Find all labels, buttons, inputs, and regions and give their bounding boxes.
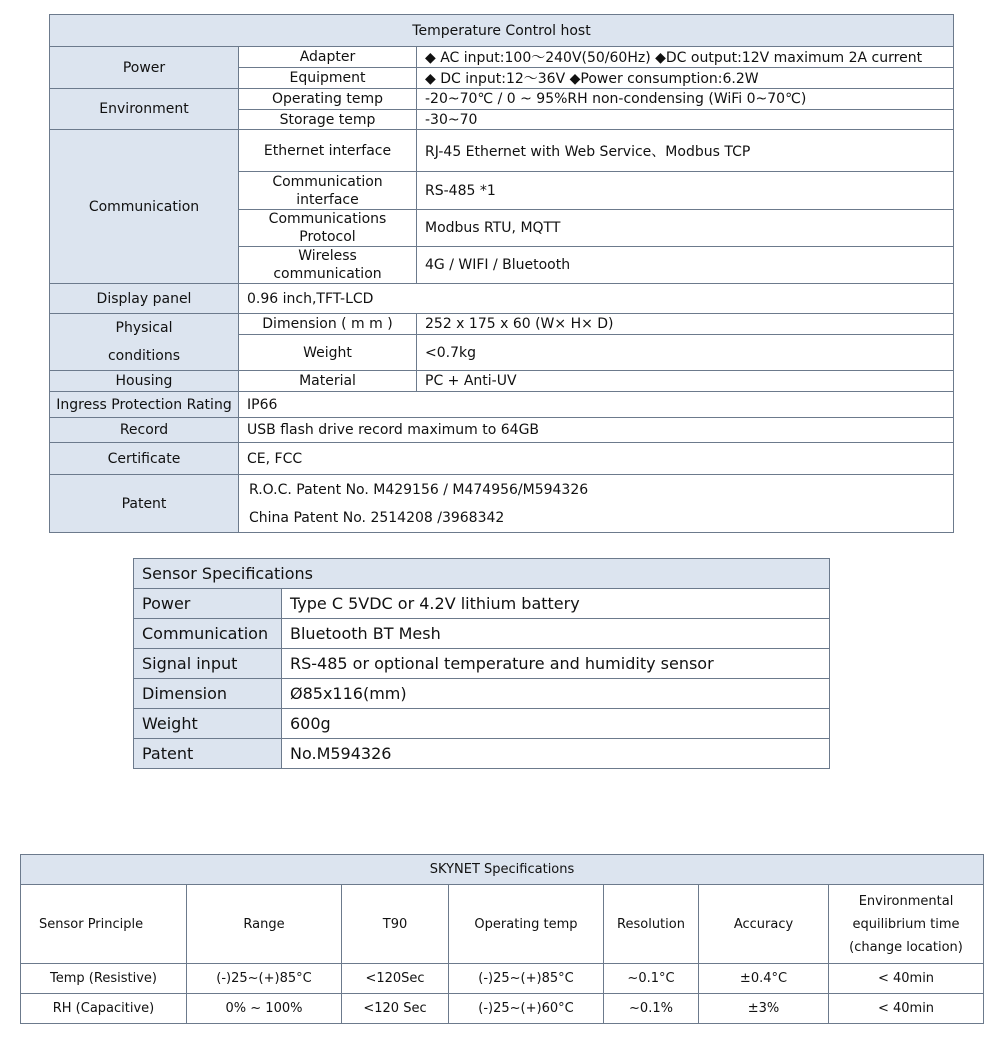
- rh-resolution: ~0.1%: [604, 994, 699, 1024]
- sensor-patent-label: Patent: [134, 739, 282, 769]
- host-spec-table: [49, 14, 954, 533]
- table-row: [21, 994, 984, 1024]
- temp-env-time: < 40min: [829, 964, 984, 994]
- sensor-dimension-label: Dimension: [134, 679, 282, 709]
- ingress-protection-label: Ingress Protection Rating: [50, 392, 239, 418]
- rh-env-time: < 40min: [829, 994, 984, 1024]
- rh-operating: (-)25~(+)60°C: [449, 994, 604, 1024]
- host-table-title: Temperature Control host: [50, 15, 954, 47]
- rh-accuracy: ±3%: [699, 994, 829, 1024]
- material-label: Material: [239, 371, 417, 392]
- sensor-power-label: Power: [134, 589, 282, 619]
- header-operating-temp: Operating temp: [449, 885, 604, 964]
- adapter-value: ◆ AC input:100～240V(50/60Hz) ◆DC output:12V maximum 2A current: [417, 47, 954, 68]
- physical-label-line2: conditions: [107, 348, 181, 364]
- patent-label: Patent: [50, 475, 239, 533]
- china-patent: China Patent No. 2514208 /3968342: [249, 509, 505, 526]
- sensor-power-value: Type C 5VDC or 4.2V lithium battery: [282, 589, 830, 619]
- sensor-row-communication: [134, 619, 830, 649]
- sensor-communication-value: Bluetooth BT Mesh: [282, 619, 830, 649]
- dimension-label: Dimension ( m m ): [239, 314, 417, 335]
- comm-interface-label-line2: interface: [296, 191, 359, 208]
- temp-operating: (-)25~(+)85°C: [449, 964, 604, 994]
- rh-principle: RH (Capacitive): [21, 994, 187, 1024]
- material-value: PC + Anti-UV: [417, 371, 954, 392]
- temp-t90: <120Sec: [342, 964, 449, 994]
- wireless-label-line2: communication: [273, 266, 382, 282]
- comm-protocol-label-line2: Protocol: [299, 229, 356, 245]
- sensor-table-title: Sensor Specifications: [134, 559, 830, 589]
- equipment-value: ◆ DC input:12～36V ◆Power consumption:6.2W: [417, 68, 954, 89]
- env-header-line3: (change location): [849, 939, 963, 955]
- header-t90: T90: [342, 885, 449, 964]
- temp-range: (-)25~(+)85°C: [187, 964, 342, 994]
- housing-label: Housing: [50, 371, 239, 392]
- table-row: [21, 964, 984, 994]
- weight-value: <0.7kg: [417, 335, 954, 371]
- temp-resolution: ~0.1°C: [604, 964, 699, 994]
- record-value: USB flash drive record maximum to 64GB: [239, 418, 954, 443]
- temp-principle: Temp (Resistive): [21, 964, 187, 994]
- sensor-spec-table: [133, 558, 830, 769]
- communication-label: Communication: [50, 130, 239, 284]
- sensor-row-dimension: [134, 679, 830, 709]
- sensor-weight-value: 600g: [282, 709, 830, 739]
- environment-label: Environment: [50, 89, 239, 130]
- comm-protocol-label-line1: Communications: [268, 211, 387, 227]
- ingress-protection-value: IP66: [239, 392, 954, 418]
- sensor-dimension-value: Ø85x116(mm): [282, 679, 830, 709]
- display-panel-label: Display panel: [50, 284, 239, 314]
- record-label: Record: [50, 418, 239, 443]
- certificate-value: CE, FCC: [239, 443, 954, 475]
- sensor-row-patent: [134, 739, 830, 769]
- physical-label-line1: Physical: [115, 320, 173, 336]
- sensor-row-weight: [134, 709, 830, 739]
- comm-interface-label-line1: Communication: [272, 173, 383, 190]
- skynet-table-title: SKYNET Specifications: [21, 855, 984, 885]
- sensor-row-power: [134, 589, 830, 619]
- patent-value: [239, 475, 954, 533]
- comm-interface-label: [239, 172, 417, 210]
- env-header-line2: equilibrium time: [852, 916, 960, 932]
- operating-temp-value: -20~70℃ / 0 ~ 95%RH non-condensing (WiFi 0~70℃): [417, 89, 954, 110]
- roc-patent: R.O.C. Patent No. M429156 / M474956/M594326: [249, 481, 589, 498]
- weight-label: Weight: [239, 335, 417, 371]
- comm-interface-value: RS-485 *1: [417, 172, 954, 210]
- temp-accuracy: ±0.4°C: [699, 964, 829, 994]
- adapter-label: Adapter: [239, 47, 417, 68]
- storage-temp-value: -30~70: [417, 110, 954, 130]
- storage-temp-label: Storage temp: [239, 110, 417, 130]
- sensor-patent-value: No.M594326: [282, 739, 830, 769]
- certificate-label: Certificate: [50, 443, 239, 475]
- sensor-signal-input-label: Signal input: [134, 649, 282, 679]
- sensor-communication-label: Communication: [134, 619, 282, 649]
- sensor-row-signal-input: [134, 649, 830, 679]
- header-resolution: Resolution: [604, 885, 699, 964]
- header-accuracy: Accuracy: [699, 885, 829, 964]
- rh-range: 0% ~ 100%: [187, 994, 342, 1024]
- wireless-label-line1: Wireless: [298, 248, 357, 264]
- power-label: Power: [50, 47, 239, 89]
- operating-temp-label: Operating temp: [239, 89, 417, 110]
- ethernet-label: Ethernet interface: [239, 130, 417, 172]
- sensor-signal-input-value: RS-485 or optional temperature and humidity sensor: [282, 649, 830, 679]
- sensor-weight-label: Weight: [134, 709, 282, 739]
- skynet-spec-table: [20, 854, 984, 1024]
- ethernet-value: RJ-45 Ethernet with Web Service、Modbus TCP: [417, 130, 954, 172]
- env-header-line1: Environmental: [858, 893, 954, 909]
- header-range: Range: [187, 885, 342, 964]
- physical-conditions-label: [50, 314, 239, 371]
- comm-protocol-label: [239, 210, 417, 247]
- wireless-label: [239, 247, 417, 284]
- wireless-value: 4G / WIFI / Bluetooth: [417, 247, 954, 284]
- header-sensor-principle: Sensor Principle: [21, 885, 187, 964]
- display-panel-value: 0.96 inch,TFT-LCD: [239, 284, 954, 314]
- comm-protocol-value: Modbus RTU, MQTT: [417, 210, 954, 247]
- equipment-label: Equipment: [239, 68, 417, 89]
- rh-t90: <120 Sec: [342, 994, 449, 1024]
- dimension-value: 252 x 175 x 60 (W× H× D): [417, 314, 954, 335]
- header-environmental-equilibrium-time: [829, 885, 984, 964]
